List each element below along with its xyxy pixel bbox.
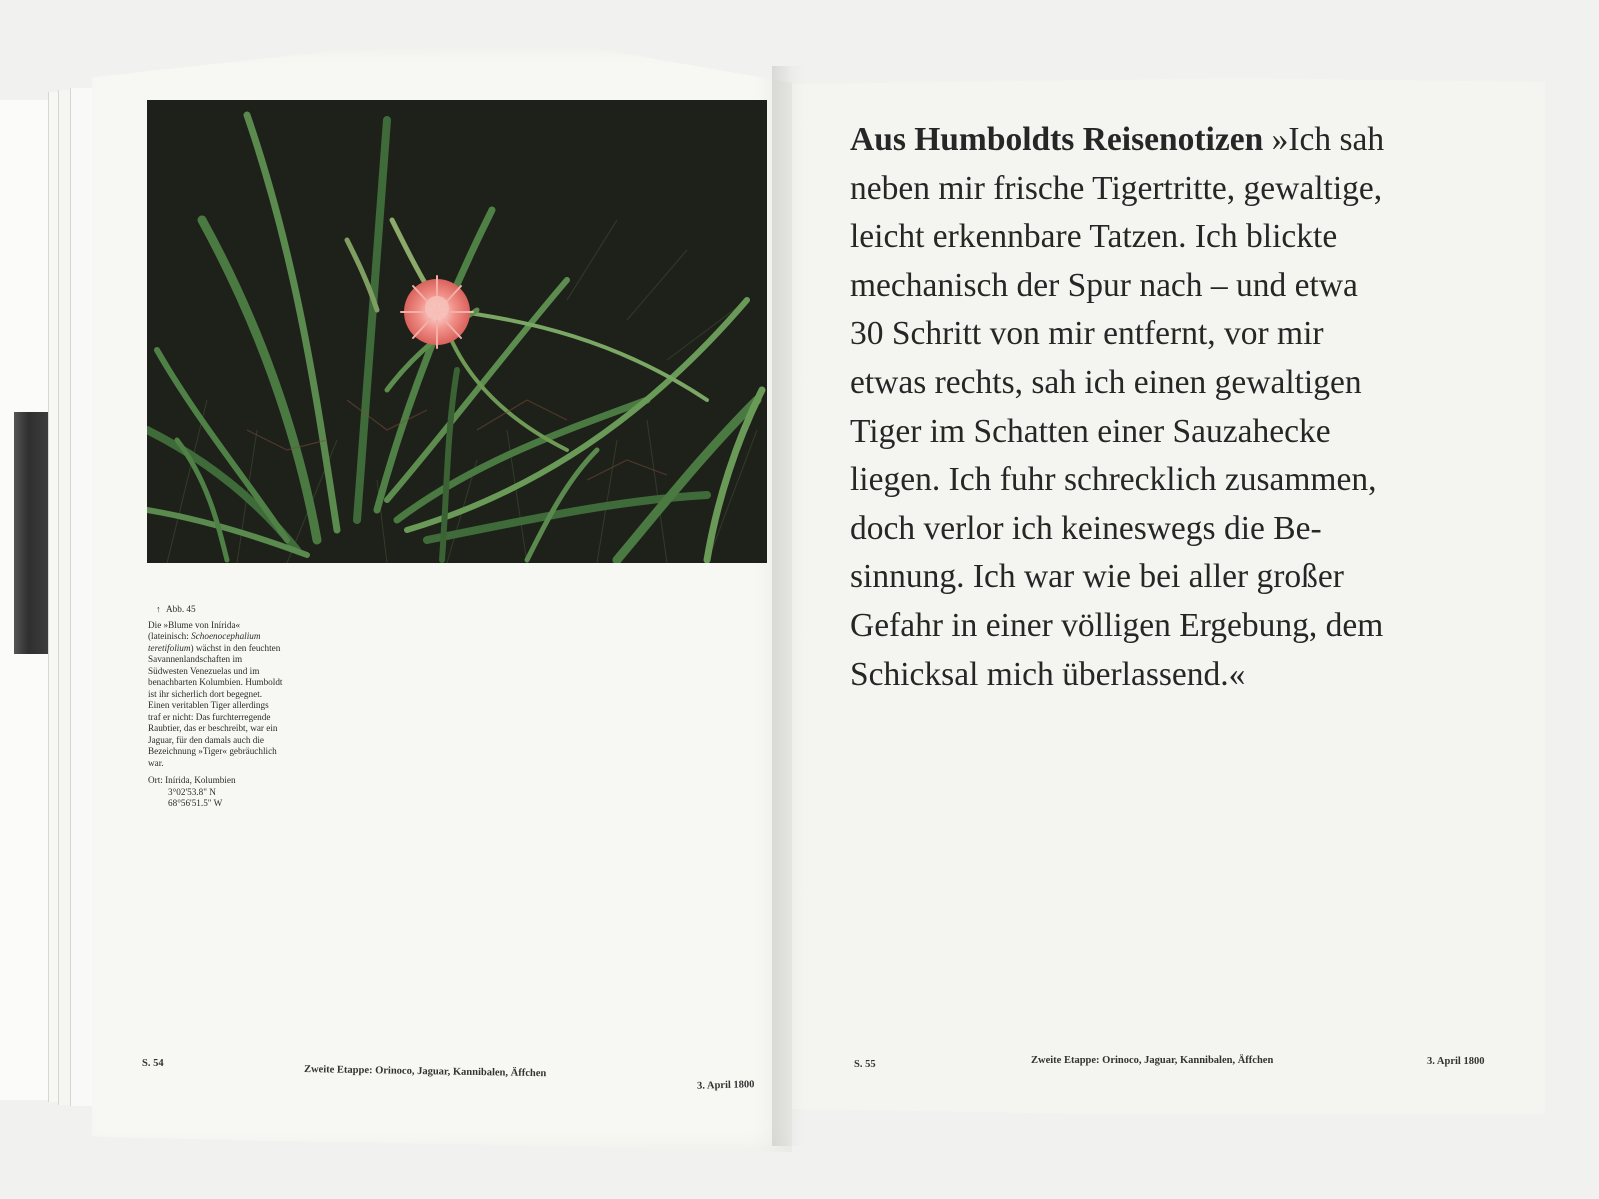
caption-text-end: ) wächst in den feuchten Savannenlandschaften im Südwesten Venezuelas und im benachbarten Kolumbien. Humboldt ist ihr sicherlich dort begegnet. Einen veritablen Tiger allerdings traf er nicht: Das furchterregende Raubtier, das er beschreibt, war ein Jaguar, für den damals auch die Bezeichnung »Tiger« gebräuchlich war. — [148, 642, 283, 768]
running-title-right: Zweite Etappe: Orinoco, Jaguar, Kannibalen, Äffchen — [1031, 1055, 1274, 1066]
figure-caption — [148, 604, 283, 810]
quote-line: leicht erkennbare Tatzen. Ich blickte — [850, 218, 1338, 256]
caption-body — [148, 620, 283, 770]
quote-line: etwas rechts, sah ich einen gewaltigen — [850, 363, 1362, 401]
up-arrow-icon: ↑ — [156, 604, 161, 614]
quote-line: liegen. Ich fuhr schrecklich zusammen, — [850, 461, 1377, 499]
book-gutter — [772, 66, 806, 1146]
quote-headline: Aus Humboldts Reisenotizen — [850, 121, 1264, 158]
flower-photo-illustration — [147, 100, 767, 563]
caption-location-label: Ort: — [148, 775, 163, 785]
quote-line: Gefahr in einer völligen Ergebung, dem — [850, 606, 1384, 644]
background-dark-object — [14, 412, 50, 654]
quote-line: Schicksal mich überlassend.« — [850, 655, 1246, 693]
quote-line: doch verlor ich keineswegs die Be- — [850, 509, 1322, 547]
humboldt-quote — [850, 116, 1490, 699]
quote-opening: »Ich sah — [1263, 121, 1385, 158]
caption-figure-ref — [156, 604, 283, 616]
caption-latitude: 3°02'53.8" N — [168, 786, 216, 797]
caption-longitude: 68°56'51.5" W — [168, 798, 223, 808]
quote-line: neben mir frische Tigertritte, gewaltige, — [850, 169, 1383, 207]
quote-line — [850, 116, 1490, 165]
date-right: 3. April 1800 — [1427, 1056, 1485, 1067]
quote-line: sinnung. Ich war wie bei aller großer — [850, 558, 1344, 596]
flower-photograph — [147, 100, 767, 563]
quote-line: 30 Schritt von mir entfernt, vor mir — [850, 315, 1324, 353]
quote-line: mechanisch der Spur nach – und etwa — [850, 266, 1358, 304]
date-left: 3. April 1800 — [696, 1079, 755, 1092]
running-title-left: Zweite Etappe: Orinoco, Jaguar, Kannibalen, Äffchen — [303, 1064, 547, 1080]
page-number-right: S. 55 — [854, 1059, 876, 1070]
quote-line: Tiger im Schatten einer Sauzahecke — [850, 412, 1331, 450]
figure-number: Abb. 45 — [166, 604, 196, 614]
caption-text-start: Die »Blume von Inírida« (lateinisch: — [148, 619, 241, 641]
caption-location-name: Inírida, Kolumbien — [165, 775, 236, 785]
caption-species-name: Schoenocephalium teretifolium — [148, 631, 261, 653]
page-number-left: S. 54 — [142, 1058, 164, 1069]
caption-location — [148, 775, 283, 810]
